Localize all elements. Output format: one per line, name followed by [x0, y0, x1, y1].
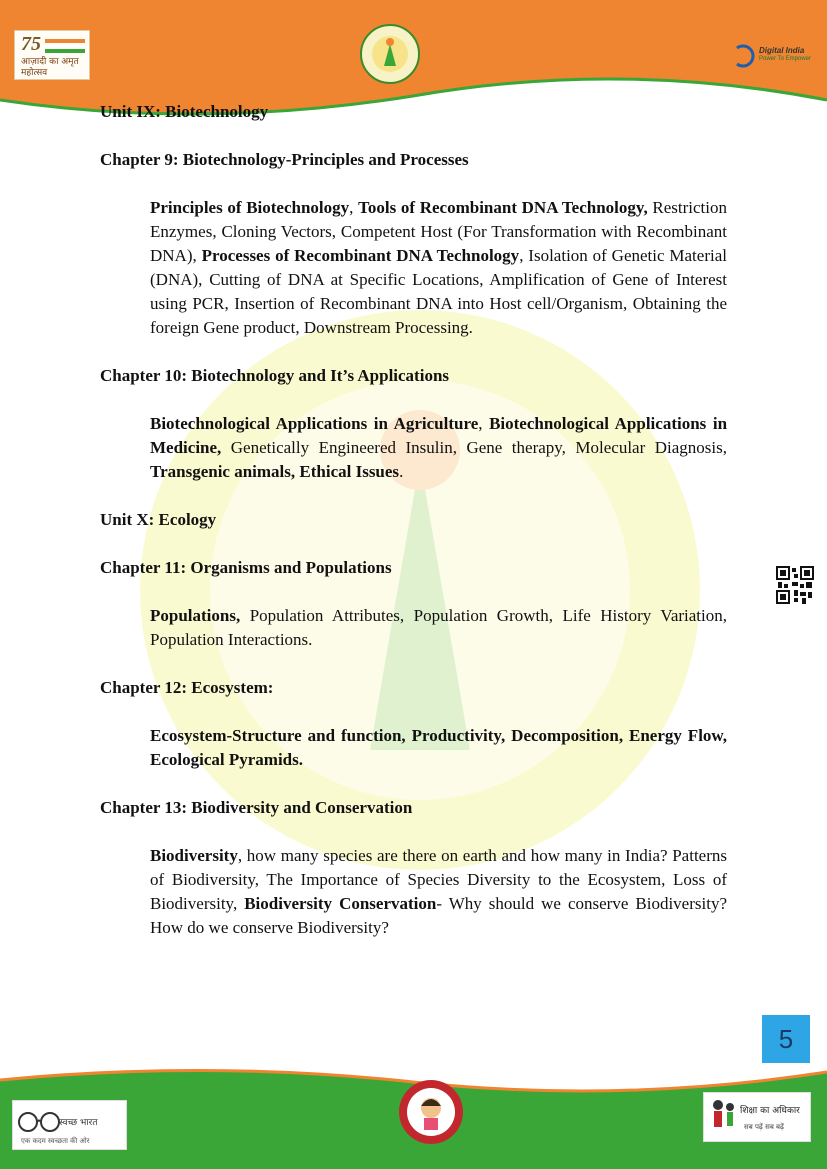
shiksha-title: शिक्षा का अधिकार: [740, 1106, 800, 1116]
chapter-description: [150, 844, 727, 940]
shiksha-ka-adhikar-logo: [703, 1092, 811, 1142]
topic-text: , Isolation of Genetic Material (DNA), Cutting of DNA at Specific Locations, Amplification of Gene of Interest using PCR, Insertion of Recombinant DNA into Host cell/Organism, Obtaining the foreign Gene product, Downstream Processing.: [150, 246, 727, 337]
bold-topic: Biotechnological Applications in Agriculture: [150, 414, 479, 433]
children-icon: [708, 1097, 738, 1137]
bold-topic: Tools of Recombinant DNA Technology,: [358, 198, 648, 217]
topic-text: Restriction Enzymes, Cloning Vectors, Competent Host (For Transformation with Recombinant DNA),: [150, 198, 728, 265]
topic-text: - Why should we conserve Biodiversity? How do we conserve Biodiversity?: [150, 894, 727, 937]
digital-india-title: Digital India: [759, 46, 805, 55]
topic-text: ,: [349, 198, 359, 217]
chapter-description: [150, 196, 727, 340]
swachh-tagline: एक कदम स्वच्छता की ओर: [21, 1137, 90, 1145]
bold-topic: Processes of Recombinant DNA Technology: [201, 246, 520, 265]
topic-text: .: [399, 462, 404, 481]
syllabus-content: [100, 100, 727, 940]
bold-topic: Ecosystem-Structure and function, Productivity, Decomposition, Energy Flow, Ecological Pyramids.: [150, 726, 727, 769]
state-education-emblem: [360, 24, 420, 84]
chapter-title: Chapter 13: Biodiversity and Conservation: [100, 798, 413, 817]
bold-topic: Principles of Biotechnology: [150, 198, 350, 217]
chapter-description: [150, 412, 727, 484]
bold-topic: Transgenic animals, Ethical Issues: [150, 462, 400, 481]
bold-topic: Biodiversity: [150, 846, 238, 865]
bold-topic: Biotechnological Applications in Medicine,: [150, 414, 728, 457]
flag-icon: [45, 39, 85, 53]
swachh-title: स्वच्छ भारत: [59, 1118, 98, 1128]
unit-title: Unit X: Ecology: [100, 510, 217, 529]
logo-number: 75: [21, 33, 41, 55]
topic-text: Population Attributes, Population Growth, Life History Variation, Population Interactions.: [150, 606, 727, 649]
chapter-description: [150, 604, 727, 652]
chapter-title: Chapter 10: Biotechnology and It’s Applications: [100, 366, 450, 385]
chapter-description: [150, 724, 727, 772]
beti-bachao-logo: [397, 1078, 465, 1146]
bold-topic: Populations,: [150, 606, 241, 625]
digital-india-tagline: Power To Empower: [759, 56, 811, 62]
spectacles-icon: [17, 1107, 61, 1137]
digital-india-icon: [733, 44, 755, 68]
unit-title: Unit IX: Biotechnology: [100, 102, 269, 121]
emblem-icon: [362, 26, 418, 82]
shiksha-tagline: सब पढ़ें सब बढ़ें: [744, 1123, 784, 1131]
logo-caption: आज़ादी का अमृत महोत्सव: [21, 57, 79, 78]
qr-code-icon[interactable]: [776, 566, 814, 604]
azadi-ka-amrit-mahotsav-logo: [14, 30, 90, 80]
swachh-bharat-logo: [12, 1100, 127, 1150]
chapter-title: Chapter 9: Biotechnology-Principles and Processes: [100, 150, 469, 169]
chapter-title: Chapter 11: Organisms and Populations: [100, 558, 392, 577]
page-number: 5: [762, 1015, 810, 1063]
bold-topic: Biodiversity Conservation: [244, 894, 437, 913]
chapter-title: Chapter 12: Ecosystem:: [100, 678, 274, 697]
topic-text: Genetically Engineered Insulin, Gene therapy, Molecular Diagnosis,: [221, 438, 727, 457]
topic-text: ,: [478, 414, 490, 433]
topic-text: , how many species are there on earth and how many in India? Patterns of Biodiversity, The Importance of Species Diversity to the Ecosystem, Loss of Biodiversity,: [150, 846, 727, 913]
digital-india-logo: [733, 44, 813, 72]
